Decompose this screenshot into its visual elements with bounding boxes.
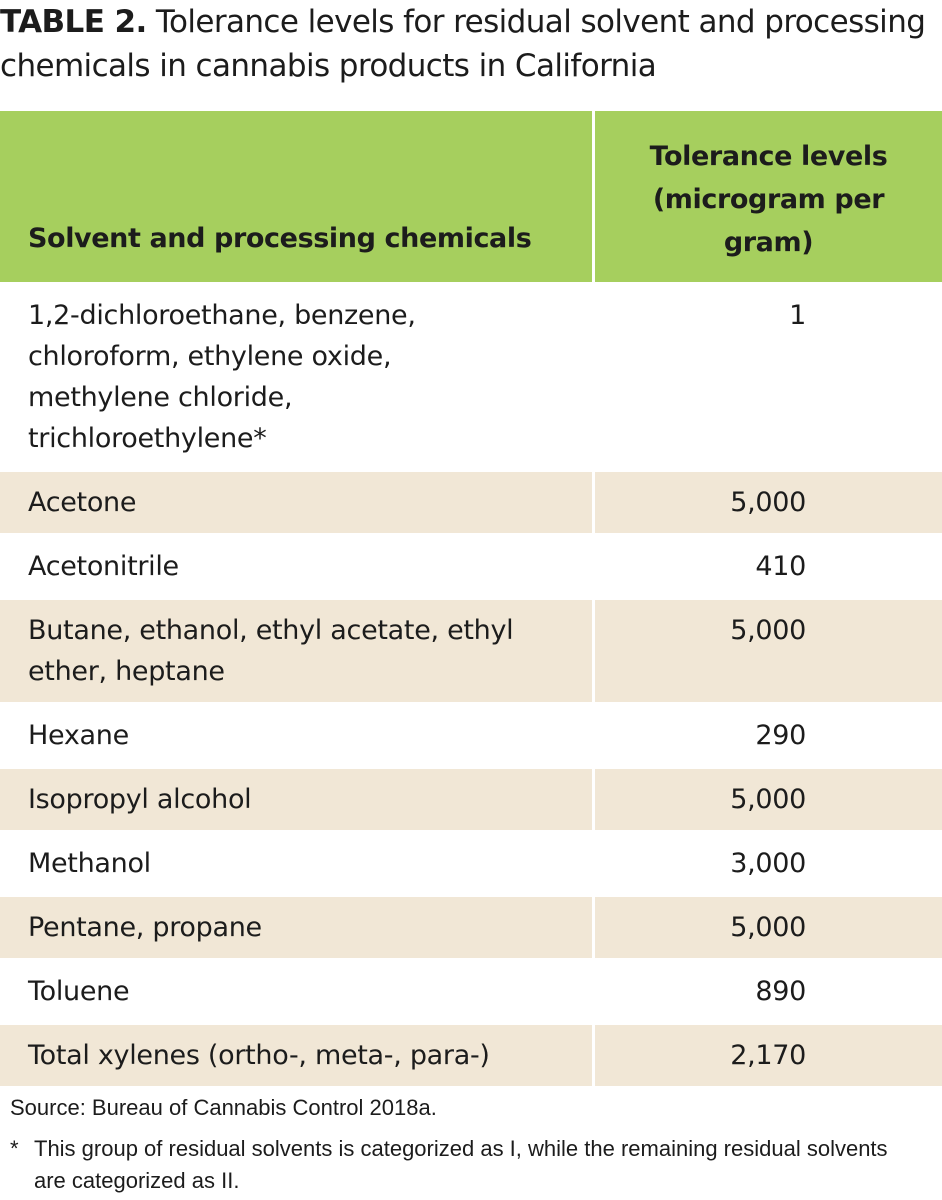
header-tolerance: Tolerance levels (microgram per gram) xyxy=(595,111,942,282)
table-row xyxy=(0,285,942,469)
header-chemicals: Solvent and processing chemicals xyxy=(0,111,592,282)
chemical-cell: Methanol xyxy=(0,833,592,894)
table-caption xyxy=(0,0,942,88)
tolerance-cell: 5,000 xyxy=(595,897,942,958)
table-row xyxy=(0,600,942,702)
chemical-cell: 1,2-dichloroethane, benzene, chloroform, ethylene oxide, methylene chloride, trichloroethylene* xyxy=(0,285,592,469)
table-row xyxy=(0,961,942,1022)
tolerance-cell: 290 xyxy=(595,705,942,766)
tolerance-cell: 890 xyxy=(595,961,942,1022)
chemical-cell: Total xylenes (ortho-, meta-, para-) xyxy=(0,1025,592,1086)
chemical-cell: Hexane xyxy=(0,705,592,766)
table-row xyxy=(0,897,942,958)
footnote-text: This group of residual solvents is categorized as I, while the remaining residual solvents are categorized as II. xyxy=(34,1136,888,1193)
table-row xyxy=(0,769,942,830)
table-row xyxy=(0,536,942,597)
tolerance-cell: 5,000 xyxy=(595,472,942,533)
table-row xyxy=(0,1025,942,1086)
table-row xyxy=(0,705,942,766)
tolerance-cell: 5,000 xyxy=(595,769,942,830)
table-header-row xyxy=(0,111,942,282)
chemical-cell: Butane, ethanol, ethyl acetate, ethyl ether, heptane xyxy=(0,600,592,702)
chemical-cell: Isopropyl alcohol xyxy=(0,769,592,830)
tolerance-cell: 1 xyxy=(595,285,942,469)
footnote-mark: * xyxy=(10,1136,19,1161)
table-row xyxy=(0,472,942,533)
table-title: Tolerance levels for residual solvent and processing chemicals in cannabis products in California xyxy=(0,4,926,84)
chemical-cell: Toluene xyxy=(0,961,592,1022)
chemical-cell: Pentane, propane xyxy=(0,897,592,958)
tolerance-cell: 5,000 xyxy=(595,600,942,702)
tolerance-table xyxy=(0,111,942,1089)
tolerance-cell: 3,000 xyxy=(595,833,942,894)
chemical-cell: Acetone xyxy=(0,472,592,533)
chemical-cell: Acetonitrile xyxy=(0,536,592,597)
table-row xyxy=(0,833,942,894)
footnote xyxy=(10,1133,910,1197)
tolerance-cell: 410 xyxy=(595,536,942,597)
source-note: Source: Bureau of Cannabis Control 2018a. xyxy=(10,1095,437,1120)
table-number: TABLE 2. xyxy=(0,4,147,40)
tolerance-cell: 2,170 xyxy=(595,1025,942,1086)
